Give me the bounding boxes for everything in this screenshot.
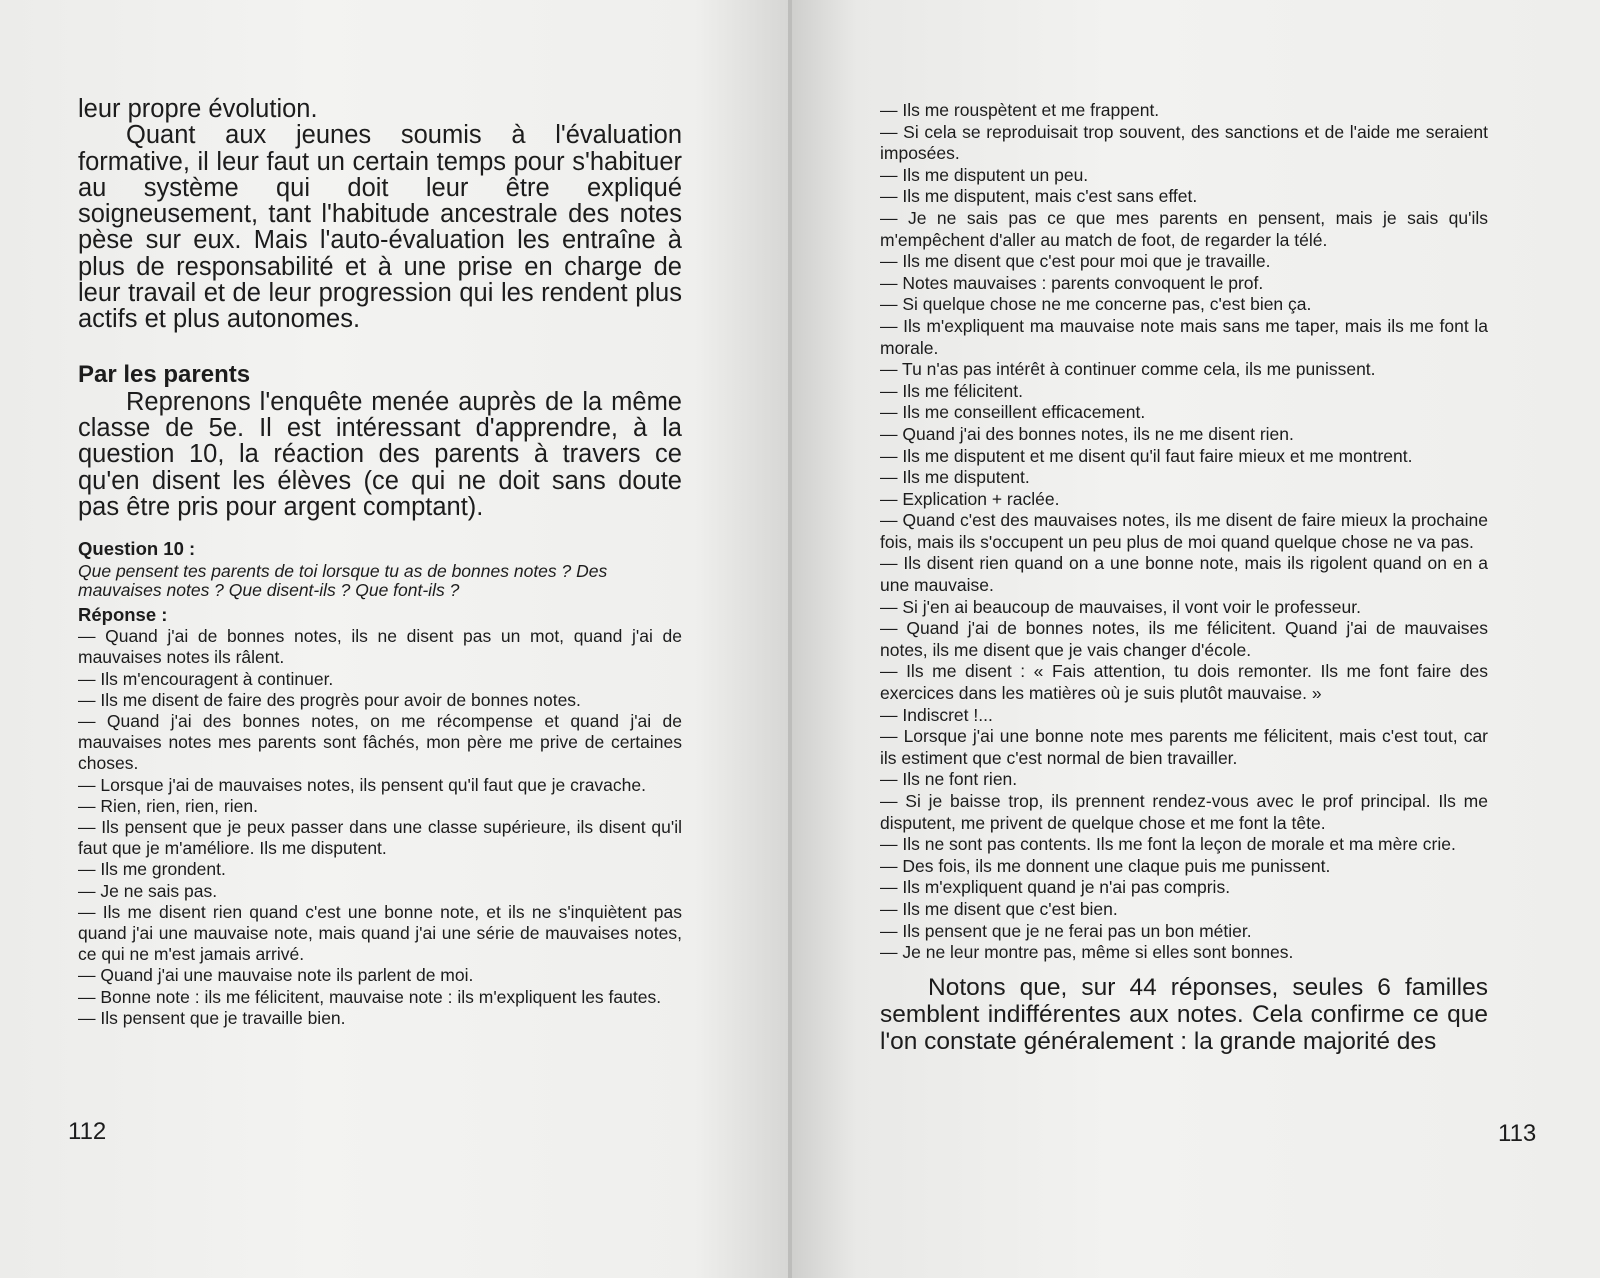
conclusion-paragraph: Notons que, sur 44 réponses, seules 6 familles semblent indifférentes aux notes. Cela confirme ce que l'on constate généralement : la grande majorité des: [880, 973, 1488, 1055]
page-number-right: 113: [1498, 1120, 1537, 1147]
question-text: Que pensent tes parents de toi lorsque tu as de bonnes notes ? Des mauvaises notes ? Que disent-ils ? Que font-ils ?: [78, 561, 608, 601]
response-title: Réponse :: [78, 604, 168, 626]
list-item: — Quand j'ai des bonnes notes, on me récompense et quand j'ai de mauvaises notes mes parents sont fâchés, mon père me prive de certaines choses.: [78, 710, 682, 774]
list-item: — Si j'en ai beaucoup de mauvaises, il vont voir le professeur.: [880, 596, 1361, 617]
section-paragraph: Reprenons l'enquête menée auprès de la même classe de 5e. Il est intéressant d'apprendre, à la question 10, la réaction des parents à travers ce qu'en disent les élèves (ce qui ne doit sans doute pas être pris pour argent comptant).: [78, 387, 682, 521]
question-title: Question 10 :: [78, 538, 196, 560]
list-item: — Ils pensent que je ne ferai pas un bon métier.: [880, 920, 1252, 941]
list-item: — Ils me disent rien quand c'est une bonne note, et ils ne s'inquiètent pas quand j'ai une mauvaise note, mais quand j'ai une série de mauvaises notes, ce qui ne m'est jamais arrivé.: [78, 901, 682, 965]
list-item: — Quand j'ai de bonnes notes, ils me félicitent. Quand j'ai de mauvaises notes, ils me disent que je vais changer d'école.: [880, 618, 1488, 660]
list-item: — Je ne sais pas ce que mes parents en pensent, mais je sais qu'ils m'empêchent d'aller au match de foot, de regarder la télé.: [880, 207, 1488, 250]
list-item: — Je ne leur montre pas, même si elles sont bonnes.: [880, 942, 1294, 963]
section-heading: Par les parents: [78, 360, 251, 388]
list-item: — Ils ne sont pas contents. Ils me font la leçon de morale et ma mère crie.: [880, 834, 1456, 855]
list-item: — Je ne sais pas.: [78, 880, 218, 901]
intro-line: leur propre évolution.: [78, 95, 318, 123]
left-page-text: [78, 96, 682, 1029]
list-item: — Ils me disputent et me disent qu'il faut faire mieux et me montrent.: [880, 445, 1413, 466]
list-item: — Ils me disent de faire des progrès pour avoir de bonnes notes.: [78, 689, 581, 710]
list-item: — Si je baisse trop, ils prennent rendez-vous avec le prof principal. Ils me disputent, me privent de quelque chose et me font la tête.: [880, 791, 1488, 833]
answer-list-right: [880, 100, 1488, 964]
list-item: — Si quelque chose ne me concerne pas, c'est bien ça.: [880, 294, 1312, 315]
list-item: — Indiscret !...: [880, 704, 993, 725]
list-item: — Tu n'as pas intérêt à continuer comme cela, ils me punissent.: [880, 359, 1376, 380]
list-item: — Ils me félicitent.: [880, 380, 1023, 401]
list-item: — Si cela se reproduisait trop souvent, des sanctions et de l'aide me seraient imposées.: [880, 121, 1488, 164]
list-item: — Des fois, ils me donnent une claque puis me punissent.: [880, 855, 1331, 876]
list-item: — Rien, rien, rien, rien.: [78, 795, 258, 816]
list-item: — Ils me conseillent efficacement.: [880, 402, 1146, 423]
list-item: — Lorsque j'ai de mauvaises notes, ils pensent qu'il faut que je cravache.: [78, 774, 646, 795]
list-item: — Ils disent rien quand on a une bonne note, mais ils rigolent quand on en a une mauvaise.: [880, 553, 1488, 596]
left-page: [0, 0, 790, 1278]
list-item: — Ils ne font rien.: [880, 769, 1018, 790]
right-page-text: [880, 100, 1488, 1055]
list-item: — Notes mauvaises : parents convoquent le prof.: [880, 272, 1264, 293]
list-item: — Ils me disent que c'est pour moi que je travaille.: [880, 251, 1271, 272]
list-item: — Ils m'expliquent ma mauvaise note mais sans me taper, mais ils me font la morale.: [880, 315, 1488, 358]
list-item: — Ils me disent : « Fais attention, tu dois remonter. Ils me font faire des exercices dans les matières où je suis plutôt mauvaise. »: [880, 661, 1488, 704]
right-page: [792, 0, 1600, 1278]
list-item: — Ils me disputent.: [880, 467, 1030, 488]
list-item: — Lorsque j'ai une bonne note mes parents me félicitent, mais c'est tout, car ils estiment que c'est normal de bien travailler.: [880, 726, 1488, 768]
page-number-left: 112: [68, 1118, 107, 1145]
list-item: — Quand j'ai de bonnes notes, ils ne disent pas un mot, quand j'ai de mauvaises notes ils râlent.: [78, 626, 682, 668]
list-item: — Ils me rouspètent et me frappent.: [880, 100, 1160, 120]
list-item: — Ils pensent que je travaille bien.: [78, 1007, 346, 1028]
list-item: — Ils m'expliquent quand je n'ai pas compris.: [880, 877, 1231, 898]
intro-paragraph: Quant aux jeunes soumis à l'évaluation formative, il leur faut un certain temps pour s'habituer au système qui doit leur être expliqué soigneusement, tant l'habitude ancestrale des notes pèse sur eux. Mais l'auto-évaluation les entraîne à plus de responsabilité et à une prise en charge de leur travail et de leur progression qui les rendent plus actifs et plus autonomes.: [78, 121, 682, 334]
list-item: — Explication + raclée.: [880, 488, 1060, 509]
list-item: — Quand j'ai une mauvaise note ils parlent de moi.: [78, 965, 474, 986]
list-item: — Ils me disent que c'est bien.: [880, 898, 1118, 919]
list-item: — Bonne note : ils me félicitent, mauvaise note : ils m'expliquent les fautes.: [78, 986, 662, 1007]
list-item: — Ils m'encouragent à continuer.: [78, 668, 334, 689]
list-item: — Quand c'est des mauvaises notes, ils me disent de faire mieux la prochaine fois, mais ils s'occupent un peu plus de moi quand quelque chose ne va pas.: [880, 510, 1488, 552]
list-item: — Ils me disputent un peu.: [880, 164, 1089, 185]
answer-list-left: [78, 626, 682, 1029]
list-item: — Ils pensent que je peux passer dans une classe supérieure, ils disent qu'il faut que je m'améliore. Ils me disputent.: [78, 816, 682, 859]
list-item: — Ils me grondent.: [78, 859, 226, 880]
list-item: — Quand j'ai des bonnes notes, ils ne me disent rien.: [880, 423, 1294, 444]
list-item: — Ils me disputent, mais c'est sans effet.: [880, 186, 1198, 207]
